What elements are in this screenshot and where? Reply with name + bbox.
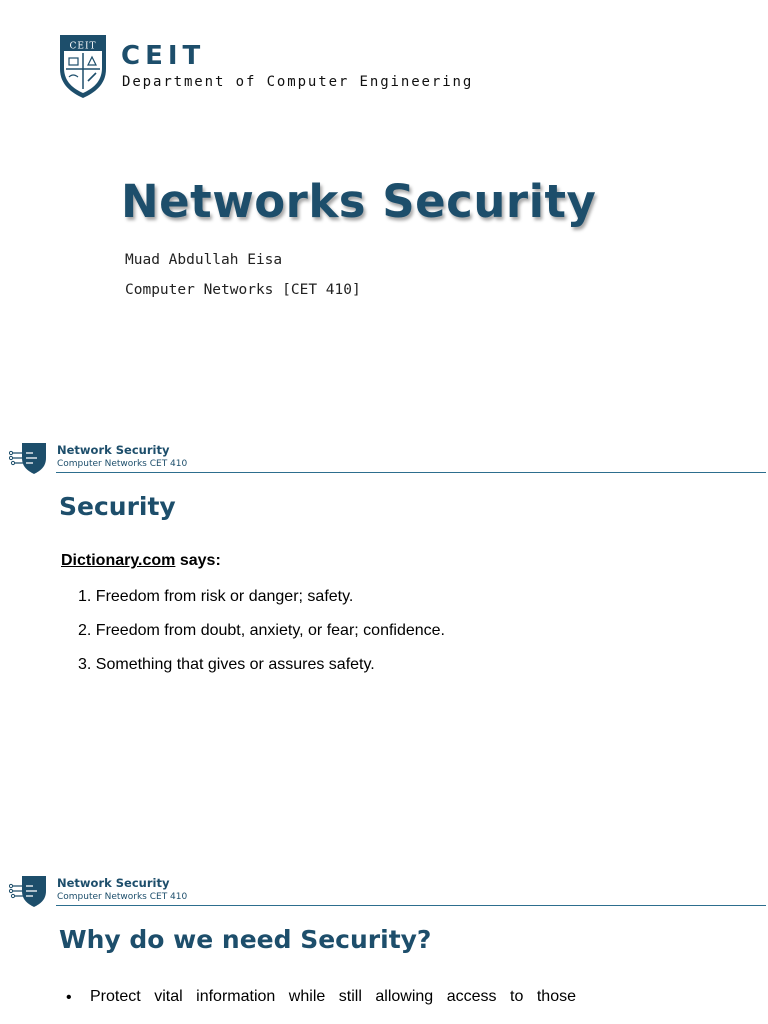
definition-item: 2. Freedom from doubt, anxiety, or fear; confidence. bbox=[78, 622, 445, 639]
definition-item: 3. Something that gives or assures safety. bbox=[78, 656, 375, 673]
svg-text:CEIT: CEIT bbox=[69, 41, 97, 52]
slide-header-subtitle: Computer Networks CET 410 bbox=[57, 459, 188, 469]
author-name: Muad Abdullah Eisa bbox=[125, 252, 283, 268]
bullet-item: Protect vital information while still allowing access to those bbox=[90, 988, 576, 1005]
presentation-title: Networks Security bbox=[121, 175, 597, 228]
header-divider bbox=[56, 905, 766, 906]
dictionary-link[interactable]: Dictionary.com bbox=[61, 552, 176, 569]
slide-heading: Security bbox=[59, 492, 176, 521]
ceit-shield-logo bbox=[58, 33, 108, 99]
course-name: Computer Networks [CET 410] bbox=[125, 282, 361, 298]
definition-item: 1. Freedom from risk or danger; safety. bbox=[78, 588, 354, 605]
slide-header-title: Network Security bbox=[57, 876, 170, 890]
source-line bbox=[61, 550, 221, 572]
department-name: Department of Computer Engineering bbox=[122, 74, 474, 90]
bullet-marker: • bbox=[66, 989, 72, 1006]
source-suffix: says: bbox=[175, 552, 221, 569]
network-shield-icon bbox=[9, 874, 47, 908]
org-name: CEIT bbox=[121, 41, 206, 71]
slide-header-subtitle: Computer Networks CET 410 bbox=[57, 892, 188, 902]
slide-header-title: Network Security bbox=[57, 443, 170, 457]
header-divider bbox=[56, 472, 766, 473]
slide-heading: Why do we need Security? bbox=[59, 925, 432, 954]
network-shield-icon bbox=[9, 441, 47, 475]
